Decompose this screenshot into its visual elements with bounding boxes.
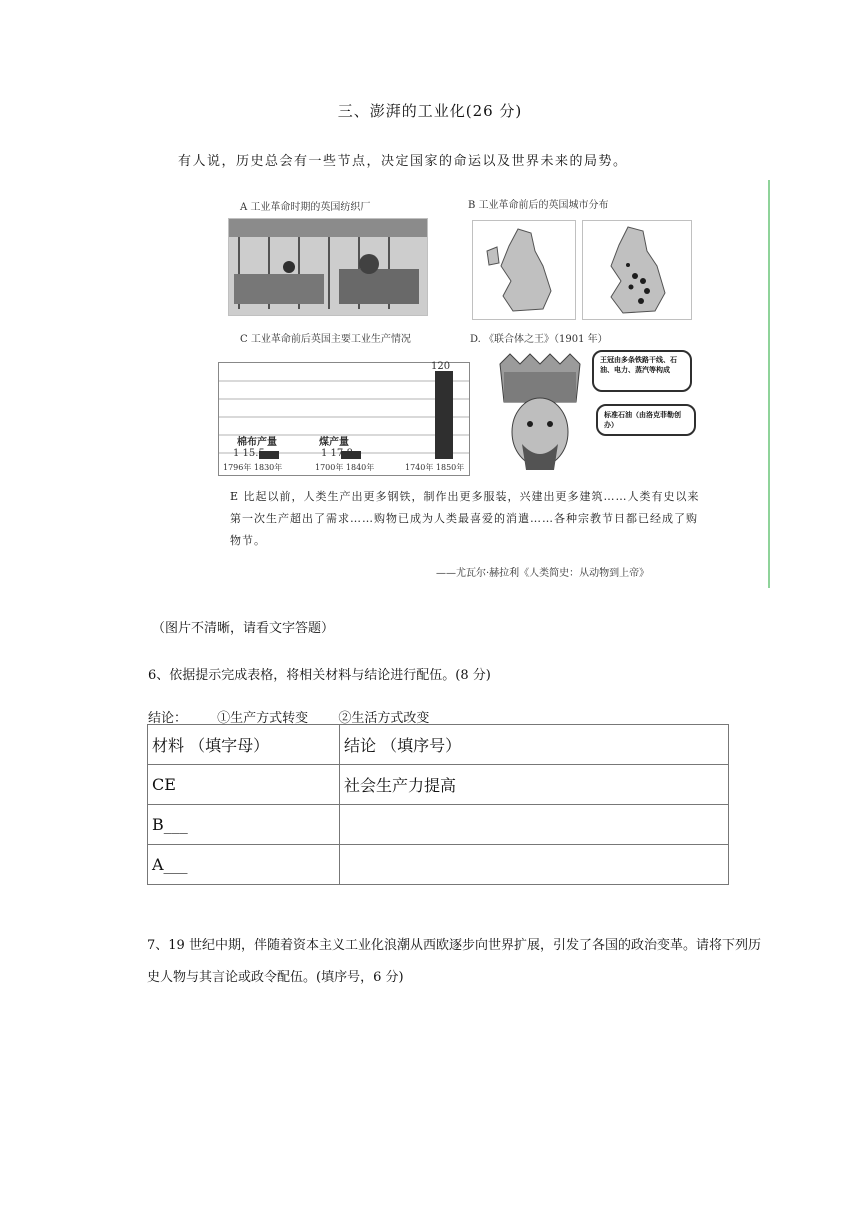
caption-c: C 工业革命前后英国主要工业生产情况 — [240, 334, 411, 345]
cell-conclusion[interactable]: 社会生产力提高 — [340, 765, 729, 805]
scanned-material — [210, 190, 770, 585]
intro-text: 有人说，历史总会有一些节点，决定国家的命运以及世界未来的局势。 — [178, 154, 628, 169]
years-cotton: 1796年 1830年 — [223, 463, 283, 472]
production-chart — [218, 362, 470, 476]
caption-d: D. 《联合体之王》（1901 年） — [470, 334, 608, 345]
label-coal: 煤产量 — [319, 437, 349, 448]
question-6: 6、依据提示完成表格，将相关材料与结论进行配伍。(8 分) — [148, 668, 491, 683]
england-map-icon — [583, 221, 691, 319]
england-map-icon — [473, 221, 575, 319]
map-before — [472, 220, 576, 320]
cell-material: CE — [148, 765, 340, 805]
table-row — [148, 845, 729, 885]
header-material: 材料 （填字母） — [148, 725, 340, 765]
crowned-head-icon — [488, 352, 588, 472]
table-row — [148, 765, 729, 805]
bubble-bottom: 标准石油（由洛克菲勒创办） — [596, 404, 696, 436]
image-note: （图片不清晰，请看文字答题） — [152, 621, 335, 636]
quote-e: E 比起以前，人类生产出更多钢铁，制作出更多服装，兴建出更多建筑……人类有史以来第一次生产超出了需求……购物已成为人类最喜爱的消遣……各种宗教节日都已经成了购物节。 — [230, 490, 700, 547]
cell-material: A___ — [148, 845, 340, 885]
header-conclusion: 结论 （填序号） — [340, 725, 729, 765]
value-last: 120 — [431, 361, 451, 372]
section-title: 三、澎湃的工业化(26 分) — [337, 102, 523, 120]
cell-conclusion[interactable] — [340, 805, 729, 845]
match-table — [147, 724, 729, 885]
factory-photo — [228, 218, 428, 316]
margin-line — [768, 180, 770, 588]
table-row — [148, 725, 729, 765]
cell-material: B___ — [148, 805, 340, 845]
conclusion-1: ①生产方式转变 — [217, 711, 309, 726]
map-after — [582, 220, 692, 320]
values-cotton: 1 15.5 — [233, 448, 265, 459]
king-cartoon — [488, 352, 588, 472]
table-row — [148, 805, 729, 845]
question-7: 7、19 世纪中期，伴随着资本主义工业化浪潮从西欧逐步向世界扩展，引发了各国的政治变革。请将下列历史人物与其言论或政令配伍。(填序号，6 分) — [147, 938, 761, 985]
quote-source: ——尤瓦尔·赫拉利《人类简史：从动物到上帝》 — [436, 568, 650, 579]
cell-conclusion[interactable] — [340, 845, 729, 885]
conclusions-label: 结论： — [148, 711, 188, 726]
years-last: 1740年 1850年 — [405, 463, 465, 472]
caption-b: B 工业革命前后的英国城市分布 — [468, 200, 609, 211]
years-coal: 1700年 1840年 — [315, 463, 375, 472]
bubble-top: 王冠由多条铁路干线、石油、电力、蒸汽等构成 — [592, 350, 692, 392]
caption-a: A 工业革命时期的英国纺织厂 — [240, 202, 371, 213]
conclusion-2: ②生活方式改变 — [338, 711, 430, 726]
label-cotton: 棉布产量 — [237, 437, 277, 448]
values-coal: 1 17.8 — [321, 448, 353, 459]
factory-illustration — [229, 219, 427, 315]
